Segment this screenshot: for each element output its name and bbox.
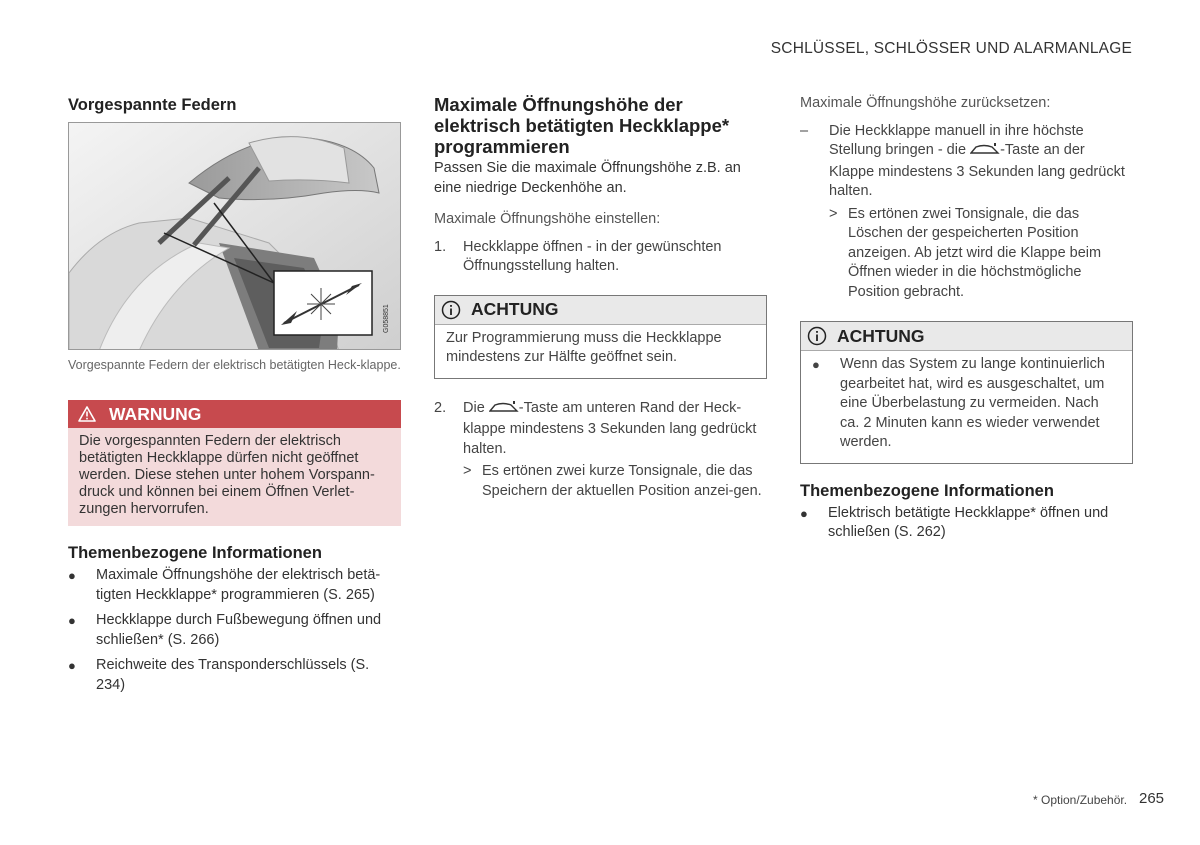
info-icon [441,300,461,320]
column-right [800,94,1133,549]
warning-box [68,400,401,526]
bullet-icon: ● [68,568,76,583]
reset-label: Maximale Öffnungshöhe zurücksetzen: [800,95,1051,111]
figure-code: G058851 [383,304,390,333]
warning-triangle-icon [78,406,96,422]
step-2-result: > Es ertönen zwei kurze Tonsignale, die das Speichern der aktuellen Position anzei-gen. [463,463,762,499]
bullet-icon: ● [68,613,76,628]
step-2: 2. Die -Taste am unteren Rand der Heck-klappe mindestens 3 Sekunden lang gedrückt halten. [434,399,757,457]
reset-step-result: > Es ertönen zwei Tonsignale, die das Löschen der gespeicherten Position anzeigen. Ab jetzt wird die Klappe beim Öffnen wieder in die höchstmögliche Position gebracht. [829,205,1102,300]
step-1: 1. Heckklappe öffnen - in der gewünschten Öffnungsstellung halten. [434,238,722,274]
warning-text: Die vorgespannten Federn der elektrisch betätigten Heckklappe dürfen nicht geöffnet werden. Diese stehen unter hohem Vorspann-druck und können bei einem Öffnen Verlet-zungen hervorrufen. [68,428,401,526]
set-label: Maximale Öffnungshöhe einstellen: [434,211,661,227]
related-link[interactable]: ● Heckklappe durch Fußbewegung öffnen und schließen* (S. 266) [68,611,401,650]
tailgate-drawing [69,123,401,350]
column-left [68,94,401,701]
page-number: 265 [1139,790,1165,807]
bullet-icon: ● [800,505,808,521]
bullet-icon: ● [812,357,820,372]
caution-box [800,321,1133,464]
warning-label: WARNUNG [109,403,202,424]
column-middle [434,94,767,501]
related-heading: Themenbezogene Informationen [68,544,322,562]
intro-text: Passen Sie die maximale Öffnungshöhe z.B. an eine niedrige Deckenhöhe an. [434,160,741,196]
related-link[interactable]: ● Maximale Öffnungshöhe der elektrisch betä-tigten Heckklappe* programmieren (S. 265) [68,566,401,605]
section-heading-max-height: Maximale Öffnungshöhe der elektrisch betätigten Heckklappe* programmieren [434,94,730,157]
caution-text: Wenn das System zu lange kontinuierlich gearbeitet hat, wird es ausgeschaltet, um eine Überbelastung zu vermeiden. Nach ca. 2 Minuten kann es wieder verwendet werden. [840,356,1105,450]
section-heading-springs: Vorgespannte Federn [68,96,237,114]
bullet-icon: ● [68,658,76,673]
info-icon [807,326,827,346]
chapter-title: SCHLÜSSEL, SCHLÖSSER UND ALARMANLAGE [770,40,1132,57]
tailgate-key-icon [489,401,519,421]
caution-text: Zur Programmierung muss die Heckklappe mindestens zur Hälfte geöffnet sein. [446,329,722,365]
tailgate-springs-illustration [68,122,401,350]
caution-label: ACHTUNG [471,299,559,319]
related-heading: Themenbezogene Informationen [800,481,1054,500]
caution-label: ACHTUNG [837,325,925,346]
tailgate-key-icon [970,143,1000,163]
related-link[interactable]: ● Reichweite des Transponderschlüssels (S. 234) [68,656,401,695]
reset-step: – Die Heckklappe manuell in ihre höchste Stellung bringen - die -Taste an der Klappe mindestens 3 Sekunden lang gedrückt halten. [800,122,1125,199]
caution-box [434,295,767,379]
figure-caption: Vorgespannte Federn der elektrisch betätigten Heck-klappe. [68,358,401,372]
footnote: * Option/Zubehör. [1033,793,1128,807]
related-link[interactable]: ● Elektrisch betätigte Heckklappe* öffnen und schließen (S. 262) [800,504,1133,543]
